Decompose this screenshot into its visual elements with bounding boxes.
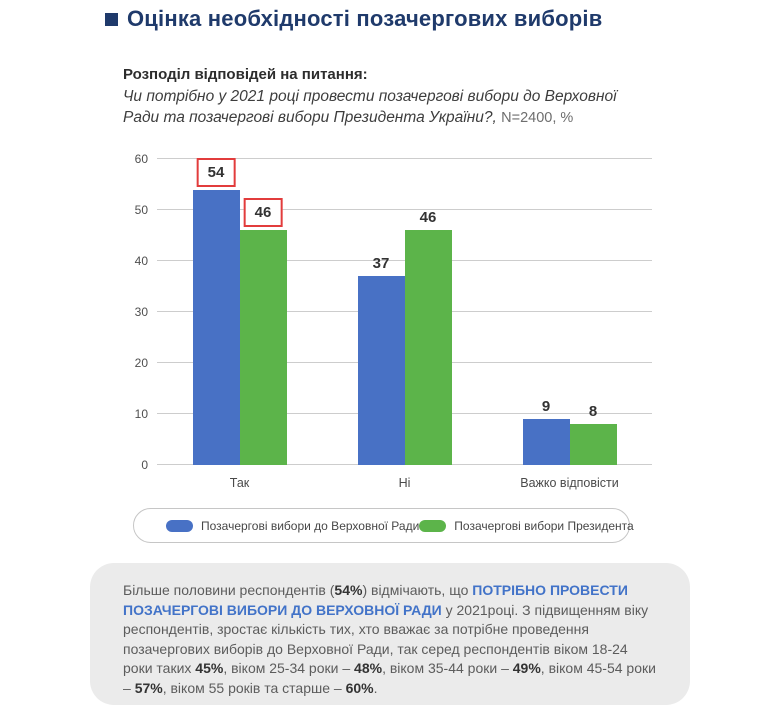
- summary-bold-value: 54%: [334, 582, 363, 598]
- summary-bold-value: 45%: [195, 660, 224, 676]
- data-label: 8: [588, 403, 598, 421]
- question-lead: Розподіл відповідей на питання:: [123, 66, 368, 83]
- x-axis-label: Ні: [398, 476, 411, 490]
- bar-series-0: [523, 398, 570, 465]
- summary-bold-value: 60%: [345, 679, 374, 696]
- legend-item-0: [166, 519, 419, 533]
- y-axis-tick-label: 20: [134, 356, 148, 371]
- question-text-line2: [123, 107, 703, 129]
- legend-label: Позачергові вибори Президента: [454, 518, 634, 533]
- bar-group: [358, 159, 452, 490]
- bar-series-1: [405, 209, 452, 465]
- page-title: Оцінка необхідності позачергових виборів: [127, 6, 603, 31]
- data-label: 46: [419, 209, 437, 227]
- data-label-highlighted: 46: [244, 198, 283, 227]
- sample-size-note: N=2400, %: [501, 110, 574, 126]
- summary-plain-text: , віком 25-34 роки –: [223, 660, 355, 676]
- summary-accent-text: ПОТРІБНО ПРОВЕСТИ ПОЗАЧЕРГОВІ ВИБОРИ ДО ВЕРХОВНОЇ РАДИ: [123, 582, 628, 618]
- question-text-line2-italic: Ради та позачергові вибори Президента України?,: [123, 109, 497, 126]
- summary-box: [90, 563, 690, 705]
- chart-legend: [133, 508, 634, 543]
- legend-label: Позачергові вибори до Верховної Ради: [201, 518, 420, 533]
- summary-plain-text: у 2021році. З підвищенням віку респондентів, зростає кількість тих, хто вважає за потрібне проведення позачергових виборів до Верховної Ради, так серед респондентів віком 18-24 роки таких: [123, 601, 649, 676]
- y-axis-tick-label: 10: [134, 407, 148, 422]
- summary-plain-text: , віком 35-44 роки –: [382, 660, 513, 676]
- bar-chart-plot-area: [134, 152, 652, 490]
- x-axis-label: Важко відповісти: [520, 476, 619, 490]
- data-label: 9: [541, 398, 551, 416]
- summary-bold-value: 57%: [134, 679, 163, 696]
- summary-plain-text: Більше половини респондентів (: [123, 582, 335, 598]
- legend-item-1: [419, 519, 633, 533]
- legend-marker-icon: [419, 520, 446, 532]
- summary-bold-value: 48%: [354, 660, 383, 676]
- bar-group: [520, 159, 619, 490]
- bar-groups: [157, 159, 652, 490]
- summary-bold-value: 49%: [512, 660, 541, 676]
- y-axis-tick-label: 60: [134, 152, 148, 166]
- y-axis-tick-label: 30: [134, 305, 148, 319]
- bar-series-0: [358, 255, 405, 465]
- data-label-highlighted: 54: [197, 158, 236, 187]
- summary-plain-text: ) відмічають, що: [362, 582, 473, 598]
- bar-series-1: [240, 204, 287, 465]
- y-axis-tick-label: 40: [134, 254, 148, 269]
- question-block: [123, 66, 703, 129]
- legend-marker-icon: [166, 520, 193, 532]
- bar-group: [193, 159, 287, 490]
- data-label: 37: [372, 255, 390, 273]
- y-axis-tick-label: 0: [141, 458, 148, 472]
- summary-plain-text: .: [373, 679, 378, 696]
- question-text-line1: Чи потрібно у 2021 році провести позачергові вибори до Верховної: [123, 88, 617, 105]
- x-axis-label: Так: [229, 476, 250, 490]
- slide-header: [105, 6, 602, 32]
- summary-plain-text: , віком 55 років та старше –: [162, 679, 346, 696]
- summary-plain-text: , віком 45-54 роки –: [123, 660, 656, 696]
- bar-series-1: [570, 403, 617, 465]
- bar-series-0: [193, 163, 240, 465]
- y-axis-tick-label: 50: [134, 203, 148, 217]
- title-bullet-icon: [105, 13, 118, 26]
- summary-text: [123, 581, 657, 698]
